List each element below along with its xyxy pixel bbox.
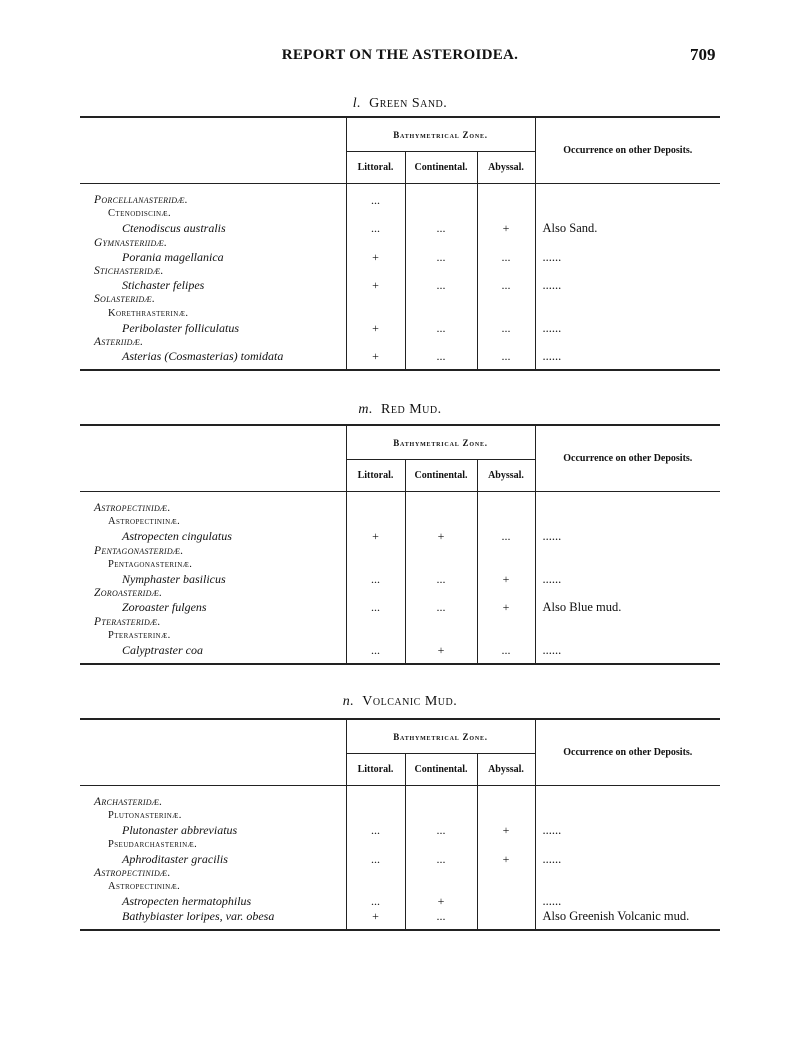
continental-cell <box>406 629 477 643</box>
continental-cell: ... <box>436 600 446 615</box>
continental-cell <box>406 307 477 321</box>
subfamily-name: Plutonasterinæ. <box>108 810 182 822</box>
abyssal-cell <box>478 909 535 923</box>
littoral-cell: ... <box>371 600 380 615</box>
abyssal-cell <box>478 880 535 894</box>
occurrence-header: Occurrence on other Deposits. <box>535 425 720 492</box>
subfamily-name: Astropectininæ. <box>108 881 181 893</box>
volcanic-mud-table <box>80 718 720 931</box>
subfamily-name: Pentagonasterinæ. <box>108 558 193 570</box>
littoral-cell <box>347 809 405 823</box>
continental-cell <box>406 264 477 278</box>
continental-header: Continental. <box>405 460 477 492</box>
species-name: Bathybiaster loripes, var. obesa <box>122 908 275 923</box>
continental-cell <box>406 838 477 852</box>
occurrence-header: Occurrence on other Deposits. <box>535 719 720 786</box>
species-name: Zoroaster fulgens <box>122 600 207 615</box>
family-name: Porcellanasteridæ. <box>94 194 188 206</box>
continental-cell: ... <box>436 823 446 838</box>
littoral-cell: ... <box>371 851 380 866</box>
littoral-cell: + <box>372 349 379 364</box>
continental-cell: + <box>437 642 445 657</box>
littoral-cell <box>347 544 405 558</box>
continental-cell: ... <box>436 221 446 236</box>
abyssal-cell <box>478 629 535 643</box>
occurrence-cell <box>536 335 721 349</box>
continental-cell: ... <box>436 851 446 866</box>
abyssal-column <box>477 184 535 371</box>
littoral-cell: + <box>372 908 379 923</box>
littoral-cell <box>347 880 405 894</box>
occurrence-cell: ...... <box>542 278 562 293</box>
section-letter: l. <box>352 96 362 111</box>
red-mud-table <box>80 424 720 665</box>
occurrence-cell <box>536 809 721 823</box>
occurrence-cell: ...... <box>542 851 562 866</box>
header-blank-cell <box>80 719 346 786</box>
abyssal-cell: ... <box>501 249 511 264</box>
abyssal-header: Abyssal. <box>477 152 535 184</box>
littoral-cell <box>347 501 405 515</box>
section-name: Volcanic Mud. <box>362 694 458 709</box>
page-number: 709 <box>690 45 716 64</box>
littoral-cell <box>347 586 405 600</box>
family-name: Stichasteridæ. <box>94 264 164 277</box>
species-name: Plutonaster abbreviatus <box>122 823 238 838</box>
species-name: Nymphaster basilicus <box>122 571 226 586</box>
continental-cell <box>406 558 477 572</box>
abyssal-cell <box>478 838 535 852</box>
family-name: Pentagonasteridæ. <box>94 544 184 557</box>
littoral-cell: ... <box>371 894 380 909</box>
occurrence-cell: ...... <box>542 349 562 364</box>
continental-cell <box>406 515 477 529</box>
occurrence-cell: Also Blue mud. <box>542 600 622 615</box>
littoral-header: Littoral. <box>346 460 405 492</box>
continental-cell <box>406 866 477 880</box>
section-name: Green Sand. <box>369 96 448 111</box>
occurrence-cell: ...... <box>542 529 562 544</box>
continental-cell: ... <box>436 249 446 264</box>
littoral-cell <box>347 307 405 321</box>
abyssal-column <box>477 492 535 665</box>
occurrence-cell: ...... <box>542 320 562 335</box>
occurrence-column <box>535 492 720 665</box>
littoral-cell: ... <box>371 221 380 236</box>
section-letter: n. <box>342 694 355 709</box>
occurrence-cell: Also Sand. <box>542 221 598 236</box>
occurrence-cell <box>536 880 721 894</box>
littoral-header: Littoral. <box>346 152 405 184</box>
bathymetrical-zone-header: Bathymetrical Zone. <box>346 719 535 754</box>
occurrence-cell <box>536 207 721 221</box>
abyssal-cell: + <box>502 221 510 236</box>
littoral-column <box>346 184 405 371</box>
abyssal-cell <box>478 894 535 908</box>
occurrence-cell <box>536 629 721 643</box>
section-letter: m. <box>358 402 374 417</box>
littoral-cell: + <box>372 320 379 335</box>
continental-cell: ... <box>436 908 446 923</box>
species-name: Asterias (Cosmasterias) tomidata <box>122 349 284 364</box>
abyssal-cell: + <box>502 600 510 615</box>
species-name: Stichaster felipes <box>122 278 205 293</box>
species-name: Porania magellanica <box>122 249 224 264</box>
littoral-cell <box>347 629 405 643</box>
littoral-header: Littoral. <box>346 754 405 786</box>
species-name: Aphroditaster gracilis <box>122 851 228 866</box>
abyssal-cell: + <box>502 571 510 586</box>
continental-cell <box>406 809 477 823</box>
abyssal-cell <box>478 615 535 629</box>
occurrence-cell <box>536 264 721 278</box>
taxon-names-column <box>80 492 346 665</box>
abyssal-cell <box>478 264 535 278</box>
continental-cell <box>406 880 477 894</box>
continental-column <box>405 184 477 371</box>
abyssal-cell: + <box>502 823 510 838</box>
taxon-names-column <box>80 786 346 930</box>
littoral-column <box>346 492 405 665</box>
section-title-green-sand <box>0 96 800 112</box>
abyssal-cell <box>478 544 535 558</box>
occurrence-cell <box>536 307 721 321</box>
occurrence-cell <box>536 544 721 558</box>
abyssal-cell <box>478 501 535 515</box>
family-name: Pterasteridæ. <box>94 615 161 628</box>
occurrence-cell: ...... <box>542 249 562 264</box>
occurrence-cell <box>536 615 721 629</box>
continental-cell <box>406 292 477 306</box>
family-name: Astropectinidæ. <box>94 502 171 514</box>
occurrence-cell <box>536 558 721 572</box>
littoral-cell: + <box>372 249 379 264</box>
abyssal-cell <box>478 586 535 600</box>
abyssal-cell: ... <box>501 529 511 544</box>
littoral-cell <box>347 335 405 349</box>
family-name: Archasteridæ. <box>94 796 163 808</box>
occurrence-cell <box>536 515 721 529</box>
continental-cell <box>406 193 477 207</box>
continental-cell <box>406 544 477 558</box>
taxon-names-column <box>80 184 346 371</box>
continental-header: Continental. <box>405 152 477 184</box>
occurrence-cell <box>536 866 721 880</box>
littoral-cell: ... <box>371 642 380 657</box>
section-title-volcanic-mud <box>0 694 800 710</box>
header-blank-cell <box>80 117 346 184</box>
species-name: Astropecten hermatophilus <box>122 894 252 909</box>
abyssal-cell <box>478 866 535 880</box>
family-name: Zoroasteridæ. <box>94 587 163 600</box>
species-name: Calyptraster coa <box>122 642 203 657</box>
occurrence-column <box>535 786 720 930</box>
header-blank-cell <box>80 425 346 492</box>
abyssal-column <box>477 786 535 930</box>
abyssal-cell: ... <box>501 320 511 335</box>
species-name: Ctenodiscus australis <box>122 221 226 236</box>
continental-cell: + <box>437 894 445 909</box>
occurrence-cell <box>536 193 721 207</box>
littoral-cell <box>347 866 405 880</box>
littoral-cell: + <box>372 529 379 544</box>
continental-column <box>405 786 477 930</box>
littoral-cell <box>347 292 405 306</box>
littoral-cell <box>347 236 405 250</box>
subfamily-name: Pseudarchasterinæ. <box>108 838 198 850</box>
section-name: Red Mud. <box>381 402 442 417</box>
occurrence-cell <box>536 501 721 515</box>
littoral-cell <box>347 615 405 629</box>
bathymetrical-zone-header: Bathymetrical Zone. <box>346 425 535 460</box>
family-name: Gymnasteriidæ. <box>94 236 168 249</box>
littoral-cell <box>347 558 405 572</box>
green-sand-table <box>80 116 720 371</box>
continental-cell <box>406 795 477 809</box>
littoral-cell <box>347 207 405 221</box>
littoral-cell: + <box>372 278 379 293</box>
abyssal-cell: + <box>502 851 510 866</box>
littoral-cell <box>347 515 405 529</box>
abyssal-header: Abyssal. <box>477 754 535 786</box>
continental-column <box>405 492 477 665</box>
abyssal-cell <box>478 809 535 823</box>
abyssal-cell <box>478 558 535 572</box>
occurrence-cell <box>536 586 721 600</box>
continental-cell: ... <box>436 320 446 335</box>
continental-cell <box>406 615 477 629</box>
continental-cell <box>406 335 477 349</box>
continental-cell <box>406 236 477 250</box>
occurrence-cell <box>536 236 721 250</box>
abyssal-cell: ... <box>501 642 511 657</box>
abyssal-cell <box>478 335 535 349</box>
abyssal-cell <box>478 515 535 529</box>
littoral-cell <box>347 264 405 278</box>
littoral-column <box>346 786 405 930</box>
occurrence-column <box>535 184 720 371</box>
abyssal-cell: ... <box>501 349 511 364</box>
abyssal-header: Abyssal. <box>477 460 535 492</box>
abyssal-cell <box>478 207 535 221</box>
continental-cell <box>406 586 477 600</box>
family-name: Solasteridæ. <box>94 293 156 306</box>
continental-cell: ... <box>436 349 446 364</box>
littoral-cell: ... <box>371 571 380 586</box>
occurrence-cell: ...... <box>542 642 562 657</box>
continental-header: Continental. <box>405 754 477 786</box>
occurrence-cell: ...... <box>542 571 562 586</box>
occurrence-cell <box>536 292 721 306</box>
occurrence-cell: Also Greenish Volcanic mud. <box>542 908 690 923</box>
abyssal-cell: ... <box>501 278 511 293</box>
abyssal-cell <box>478 307 535 321</box>
continental-cell <box>406 207 477 221</box>
occurrence-cell: ...... <box>542 894 562 909</box>
littoral-cell <box>347 838 405 852</box>
abyssal-cell <box>478 236 535 250</box>
species-name: Astropecten cingulatus <box>122 529 232 544</box>
continental-cell: ... <box>436 571 446 586</box>
continental-cell <box>406 501 477 515</box>
subfamily-name: Pterasterinæ. <box>108 629 171 641</box>
abyssal-cell <box>478 193 535 207</box>
running-title: REPORT ON THE ASTEROIDEA. <box>281 47 519 63</box>
littoral-cell <box>347 795 405 809</box>
subfamily-name: Astropectininæ. <box>108 516 181 528</box>
continental-cell: + <box>437 529 445 544</box>
continental-cell: ... <box>436 278 446 293</box>
occurrence-cell <box>536 795 721 809</box>
occurrence-cell <box>536 838 721 852</box>
littoral-cell: ... <box>371 823 380 838</box>
abyssal-cell <box>478 292 535 306</box>
littoral-cell: ... <box>371 193 380 207</box>
family-name: Astropectinidæ. <box>94 866 171 879</box>
occurrence-header: Occurrence on other Deposits. <box>535 117 720 184</box>
species-name: Peribolaster folliculatus <box>122 320 239 335</box>
bathymetrical-zone-header: Bathymetrical Zone. <box>346 117 535 152</box>
abyssal-cell <box>478 795 535 809</box>
family-name: Asteriidæ. <box>94 335 144 348</box>
section-title-red-mud <box>0 402 800 418</box>
subfamily-name: Ctenodiscinæ. <box>108 208 172 220</box>
occurrence-cell: ...... <box>542 823 562 838</box>
subfamily-name: Korethrasterinæ. <box>108 307 189 319</box>
